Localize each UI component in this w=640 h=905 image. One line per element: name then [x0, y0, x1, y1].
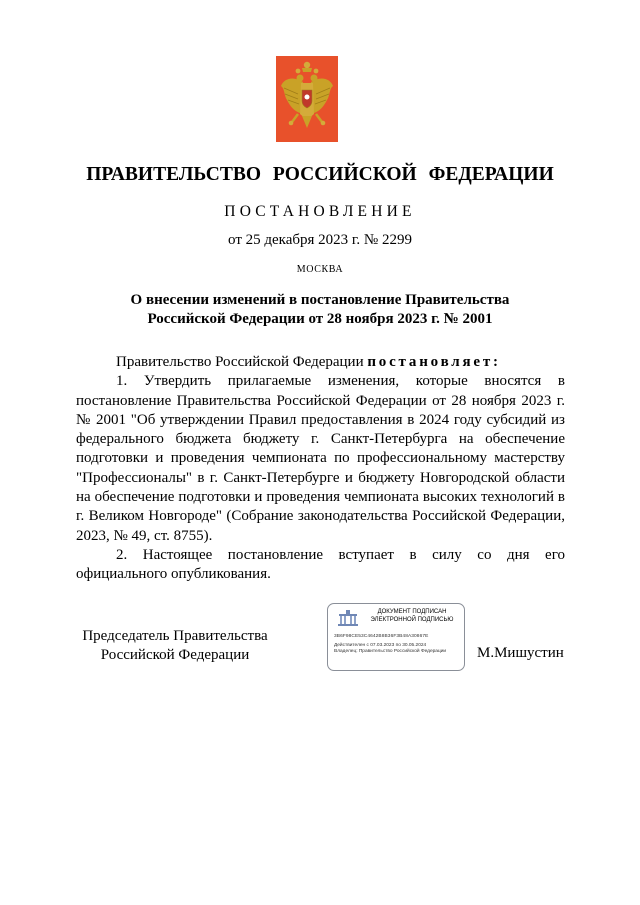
preamble-text: Правительство Российской Федерации [116, 354, 368, 370]
document-city: МОСКВА [296, 264, 344, 275]
signer-position-line-1: Председатель Правительства [82, 628, 268, 644]
stamp-title-line-2: ЭЛЕКТРОННОЙ ПОДПИСЬЮ [370, 616, 454, 623]
signer-position [80, 627, 270, 665]
item-1-paragraph: 1. Утвердить прилагаемые изменения, которые вносятся в постановление Правительства Российской Федерации от 28 ноября 2023 г. № 2001 "Об утверждении Правил предоставления в 2024 году субсидий из федерального бюджета бюджету г. Санкт-Петербурга на обеспечение подготовки и проведения чемпионата по профессиональному мастерству "Профессионалы" в г. Санкт-Петербурге и бюджету Новгородской области на обеспечение подготовки и проведения чемпионата высоких технологий в г. Великом Новгороде" (Собрание законодательства Российской Федерации, 2023, № 49, ст. 8755). [76, 373, 565, 544]
document-type: ПОСТАНОВЛЕНИЕ [224, 203, 416, 220]
electronic-signature-stamp [327, 603, 465, 671]
building-icon [337, 609, 359, 627]
coat-of-arms-emblem [276, 56, 338, 142]
subject-line-1: О внесении изменений в постановление Правительства [130, 292, 510, 308]
preamble-action: постановляет: [367, 354, 501, 370]
stamp-title [362, 609, 462, 624]
government-title: ПРАВИТЕЛЬСТВО РОССИЙСКОЙ ФЕДЕРАЦИИ [86, 164, 554, 185]
stamp-title-line-1: ДОКУМЕНТ ПОДПИСАН [377, 609, 447, 615]
item-2-paragraph: 2. Настоящее постановление вступает в силу со дня его официального опубликования. [76, 546, 565, 583]
document-date-number: от 25 декабря 2023 г. № 2299 [228, 232, 412, 248]
stamp-owner: Владелец: Правительство Российской Федерации [334, 649, 447, 654]
stamp-certificate-serial: 3B6F98CE53C4642B8B36F3B48A30867E [334, 634, 429, 639]
subject-line-2: Российской Федерации от 28 ноября 2023 г. № 2001 [147, 311, 493, 327]
document-body [76, 353, 565, 585]
stamp-validity: Действителен с 07.03.2023 по 30.05.2024 [334, 643, 427, 648]
preamble-paragraph [76, 353, 565, 372]
signer-position-line-2: Российской Федерации [100, 647, 250, 663]
signer-name: М.Мишустин [477, 645, 564, 661]
document-subject [100, 291, 540, 329]
